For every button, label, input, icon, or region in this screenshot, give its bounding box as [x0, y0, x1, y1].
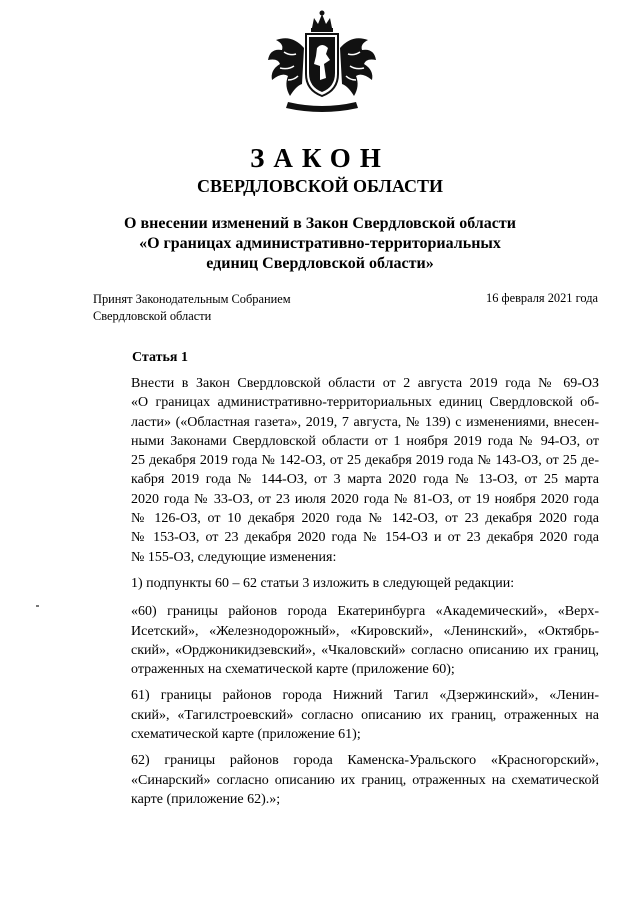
adoption-date: 16 февраля 2021 года [486, 291, 598, 305]
text-line: «60) границы районов города Екатеринбурга «Академический», «Верх- [131, 604, 599, 620]
adoption-line: Принят Законодательным Собранием [93, 292, 291, 306]
text-line: «О границах административно-территориальных единиц Свердловской об- [131, 395, 599, 411]
subitem-62-paragraph [93, 751, 599, 809]
law-subject [0, 214, 640, 274]
text-line: 25 декабря 2019 года № 142-ОЗ, от 25 декабря 2019 года № 143-ОЗ, от 25 де- [131, 453, 599, 469]
text-line: 61) границы районов города Нижний Тагил «Дзержинский», «Ленин- [131, 688, 599, 704]
subject-line: «О границах административно-территориальных [139, 235, 501, 252]
adoption-note [93, 291, 291, 325]
adoption-line: Свердловской области [93, 309, 212, 323]
text-line: № 153-ОЗ, от 23 декабря 2020 года № 154-ОЗ и от 23 декабря 2020 года [131, 530, 599, 546]
text-line: ский», «Орджоникидзевский», «Чкаловский» согласно описанию их границ, [131, 642, 599, 658]
text-line: отраженных на схематической карте (приложение 60); [131, 662, 455, 678]
text-line: схематической карте (приложение 61); [131, 727, 361, 743]
subitem-60-paragraph [93, 602, 599, 679]
item-1-paragraph: 1) подпункты 60 – 62 статьи 3 изложить в следующей редакции: [131, 575, 515, 591]
coat-of-arms-emblem [262, 8, 382, 118]
subject-line: О внесении изменений в Закон Свердловской области [124, 215, 516, 232]
intro-paragraph [93, 374, 599, 567]
article-body [93, 374, 599, 816]
text-line: «Синарский» согласно описанию их границ, отраженных на схематической [131, 772, 599, 788]
text-line: Внести в Закон Свердловской области от 2 августа 2019 года № 69-ОЗ [131, 376, 599, 391]
subject-line: единиц Свердловской области» [206, 255, 434, 272]
text-line: кабря 2019 года № 144-ОЗ, от 3 марта 2020 года № 13-ОЗ, от 25 марта [131, 472, 599, 488]
text-line: ными Законами Свердловской области от 1 ноября 2019 года № 94-ОЗ, от [131, 433, 599, 449]
text-line: ский», «Тагилстроевский» согласно описанию их границ, отраженных на [131, 707, 599, 723]
text-line: ласти» («Областная газета», 2019, 7 августа, № 139) с изменениями, внесен- [131, 414, 599, 430]
scan-speck [36, 605, 39, 607]
text-line: 2020 года № 33-ОЗ, от 23 июля 2020 года № 81-ОЗ, от 19 ноября 2020 года [131, 491, 599, 507]
article-title: Статья 1 [132, 350, 188, 365]
subitem-61-paragraph [93, 686, 599, 744]
text-line: № 155-ОЗ, следующие изменения: [131, 549, 337, 565]
text-line: карте (приложение 62).»; [131, 791, 281, 807]
region-heading: СВЕРДЛОВСКОЙ ОБЛАСТИ [197, 176, 443, 196]
text-line: № 126-ОЗ, от 10 декабря 2020 года № 142-ОЗ, от 23 декабря 2020 года [131, 511, 599, 527]
text-line: 62) границы районов города Каменска-Уральского «Красногорский», [131, 753, 599, 769]
text-line: Исетский», «Железнодорожный», «Кировский», «Ленинский», «Октябрь- [131, 623, 599, 639]
law-heading: ЗАКОН [250, 143, 390, 173]
